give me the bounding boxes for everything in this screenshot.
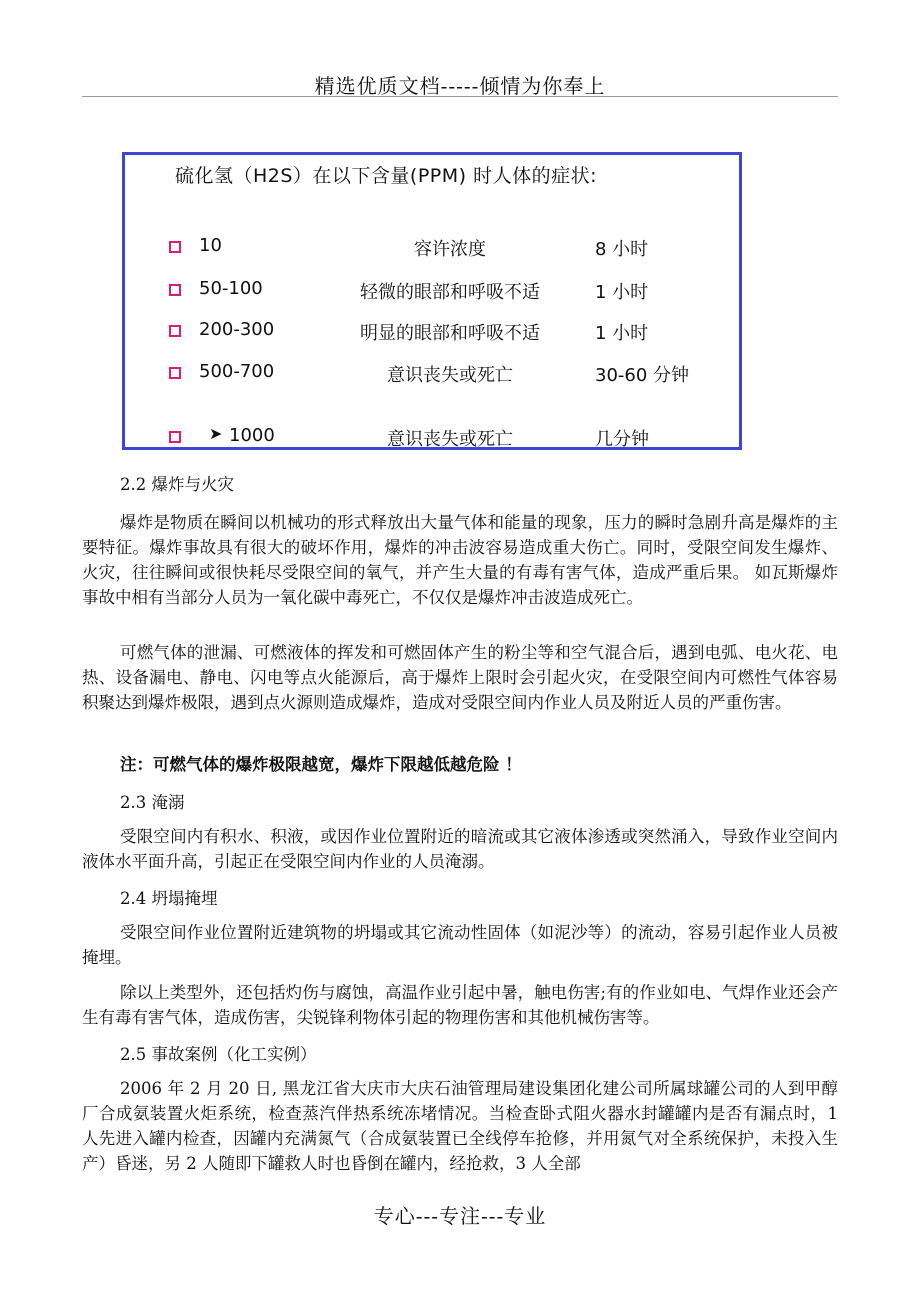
figure-title: 硫化氢（H2S）在以下含量(PPM) 时人体的症状: xyxy=(175,165,598,187)
paragraph: 受限空间内有积水、积液，或因作业位置附近的暗流或其它液体渗透或突然涌入，导致作业空间内液体水平面升高，引起正在受限空间内作业的人员淹溺。 xyxy=(82,827,838,871)
header-divider xyxy=(82,96,838,97)
symptom-text: 容许浓度 xyxy=(414,239,486,260)
ppm-value: 50-100 xyxy=(199,278,263,299)
section-heading-2-4: 2.4 坍塌掩埋 xyxy=(120,889,218,908)
duration-text: 几分钟 xyxy=(595,429,649,450)
note: 注：可燃气体的爆炸极限越宽，爆炸下限越低越危险 ！ xyxy=(120,755,522,774)
symptom-text: 意识丧失或死亡 xyxy=(387,365,513,386)
paragraph: 除以上类型外，还包括灼伤与腐蚀，高温作业引起中暑，触电伤害;有的作业如电、气焊作业还会产生有毒有害气体，造成伤害，尖锐锋利物体引起的物理伤害和其他机械伤害等。 xyxy=(82,983,838,1027)
duration-text: 1 小时 xyxy=(595,323,649,344)
duration-text: 30-60 分钟 xyxy=(595,365,690,386)
duration-text: 1 小时 xyxy=(595,282,649,303)
figure-row xyxy=(125,235,739,263)
page-footer: 专心---专注---专业 xyxy=(373,1204,547,1228)
page-header: 精选优质文档-----倾情为你奉上 xyxy=(314,74,606,98)
paragraph: 2006 年 2 月 20 日, 黑龙江省大庆市大庆石油管理局建设集团化建公司所属球罐公司的人到甲醇厂合成氨装置火炬系统，检查蒸汽伴热系统冻堵情况。当检查卧式阻火器水封罐罐内是否有漏点时，1 人先进入罐内检查，因罐内充满氮气（合成氨装置已全线停车抢修，并用氮气对全系统保护，未投入生产）昏迷，另 2 人随即下罐救人时也昏倒在罐内，经抢救，3 人全部 xyxy=(82,1079,838,1173)
ppm-value: 500-700 xyxy=(199,361,275,382)
section-heading-2-2: 2.2 爆炸与火灾 xyxy=(120,475,234,494)
square-bullet-icon xyxy=(169,241,181,253)
duration-text: 8 小时 xyxy=(595,239,649,260)
paragraph: 可燃气体的泄漏、可燃液体的挥发和可燃固体产生的粉尘等和空气混合后，遇到电弧、电火花、电热、设备漏电、静电、闪电等点火能源后，高于爆炸上限时会引起火灾，在受限空间内可燃性气体容易积聚达到爆炸极限，遇到点火源则造成爆炸，造成对受限空间内作业人员及附近人员的严重伤害。 xyxy=(82,643,838,712)
figure-row xyxy=(125,425,739,453)
section-heading-2-5: 2.5 事故案例（化工实例） xyxy=(120,1045,317,1064)
symptom-text: 意识丧失或死亡 xyxy=(387,429,513,450)
square-bullet-icon xyxy=(169,367,181,379)
h2s-symptom-figure xyxy=(122,152,742,450)
square-bullet-icon xyxy=(169,325,181,337)
ppm-value: 1000 xyxy=(229,425,275,446)
symptom-text: 轻微的眼部和呼吸不适 xyxy=(360,282,540,303)
arrow-icon: ➤ xyxy=(209,424,223,443)
figure-row xyxy=(125,319,739,347)
figure-row xyxy=(125,361,739,389)
paragraph: 爆炸是物质在瞬间以机械功的形式释放出大量气体和能量的现象，压力的瞬时急剧升高是爆炸的主要特征。爆炸事故具有很大的破坏作用，爆炸的冲击波容易造成重大伤亡。同时，受限空间发生爆炸、火灾，往往瞬间或很快耗尽受限空间的氧气，并产生大量的有毒有害气体，造成严重后果。 如瓦斯爆炸事故中相有当部分人员为一氧化碳中毒死亡，不仅仅是爆炸冲击波造成死亡。 xyxy=(82,513,838,607)
symptom-text: 明显的眼部和呼吸不适 xyxy=(360,323,540,344)
ppm-value: 200-300 xyxy=(199,319,275,340)
square-bullet-icon xyxy=(169,431,181,443)
section-heading-2-3: 2.3 淹溺 xyxy=(120,793,185,812)
ppm-value: 10 xyxy=(199,235,222,256)
figure-row xyxy=(125,278,739,306)
square-bullet-icon xyxy=(169,284,181,296)
paragraph: 受限空间作业位置附近建筑物的坍塌或其它流动性固体（如泥沙等）的流动，容易引起作业人员被掩埋。 xyxy=(82,923,838,967)
